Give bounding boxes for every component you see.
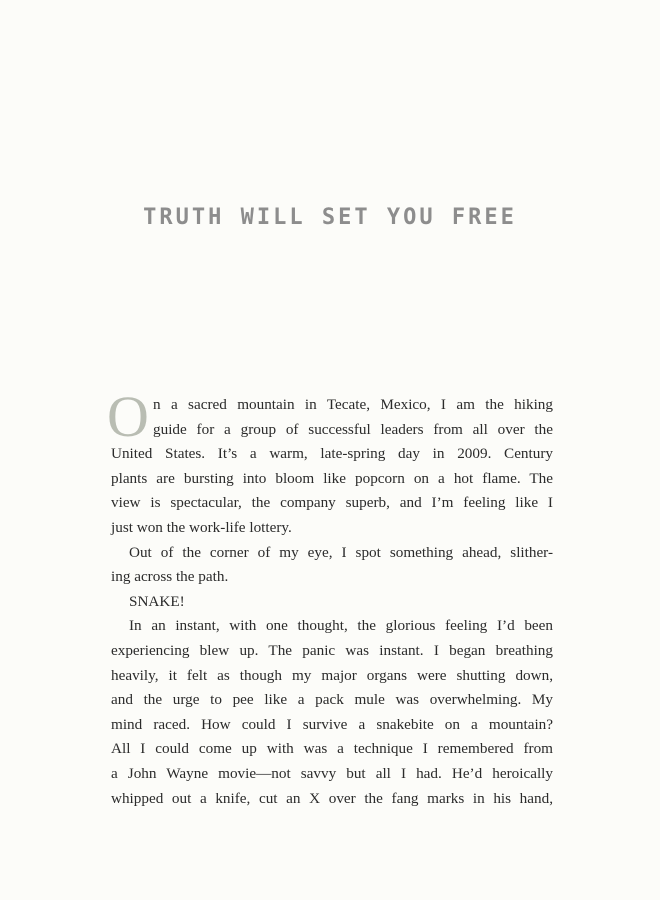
paragraph-3 [111,590,553,615]
paragraph-line: heavily, it felt as though my major organs were shutting down, [111,666,553,684]
paragraph-line: experiencing blew up. The panic was instant. I began breathing [111,641,553,659]
paragraph-line: a John Wayne movie—not savvy but all I had. He’d heroically [111,764,553,782]
paragraph-line: ing across the path. [111,568,229,586]
paragraph-1 [107,384,553,541]
paragraph-line: view is spectacular, the company superb, and I’m feeling like I [111,494,553,512]
paragraph-line: United States. It’s a warm, late-spring day in 2009. Century [111,445,553,463]
drop-cap: O [107,384,149,449]
paragraph-line: All I could come up with was a technique I remembered from [111,740,553,758]
paragraph-line: guide for a group of successful leaders from all over the [153,420,553,438]
paragraph-line: Out of the corner of my eye, I spot something ahead, slither- [129,543,553,561]
paragraph-line: SNAKE! [129,592,185,610]
paragraph-line: mind raced. How could I survive a snakebite on a mountain? [111,715,553,733]
body-text [107,384,553,811]
chapter-title: TRUTH WILL SET YOU FREE [143,205,517,230]
paragraph-line: just won the work-life lottery. [111,518,292,536]
paragraph-line: plants are bursting into bloom like popcorn on a hot flame. The [111,469,553,487]
paragraph-line: whipped out a knife, cut an X over the fang marks in his hand, [111,789,553,807]
paragraph-line: and the urge to pee like a pack mule was overwhelming. My [111,691,553,709]
paragraph-4 [111,614,553,811]
paragraph-2 [111,541,553,590]
paragraph-line: n a sacred mountain in Tecate, Mexico, I am the hiking [153,396,553,413]
paragraph-line: In an instant, with one thought, the glorious feeling I’d been [129,617,553,635]
